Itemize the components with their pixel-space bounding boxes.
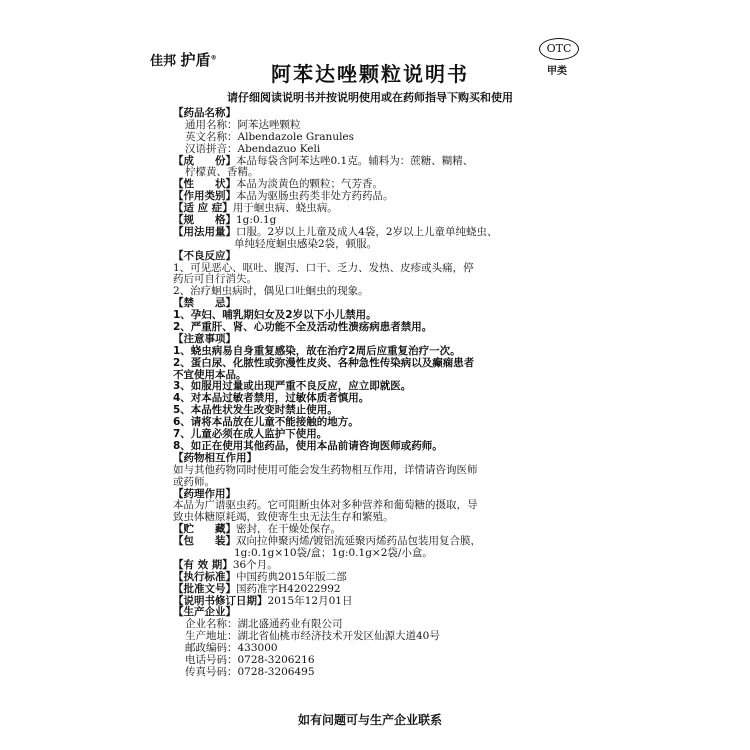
maker-postcode: 邮政编码：433000 <box>185 642 278 655</box>
caution-text-2b: 不宜使用本品。 <box>173 368 247 381</box>
brand-logo: 佳邦 护盾® <box>150 51 217 69</box>
approval-text: 国药准字H42022992 <box>236 582 341 595</box>
caution-text-5: 5、本品性状发生改变时禁止使用。 <box>173 404 338 417</box>
maker-name: 企业名称：湖北盛通药业有限公司 <box>185 618 343 631</box>
interaction-text-1: 如与其他药物同时使用可能会发生药物相互作用，详情请咨询医师 <box>173 463 478 476</box>
section-head-category: 【作用类别】 <box>173 190 236 203</box>
name-common: 通用名称：阿苯达唑颗粒 <box>185 118 301 131</box>
brand-name-2: 护盾 <box>180 51 211 69</box>
section-head-contra: 【禁 忌】 <box>173 297 236 310</box>
document-title: 阿苯达唑颗粒说明书 <box>271 62 469 86</box>
section-head-interaction: 【药物相互作用】 <box>173 451 257 464</box>
brand-name-1: 佳邦 <box>150 54 177 69</box>
section-head-character: 【性 状】 <box>173 178 236 191</box>
otc-badge: OTC <box>539 38 579 60</box>
adverse-text-2: 药后可自行消失。 <box>173 273 257 286</box>
section-head-pharmacology: 【药理作用】 <box>173 487 236 500</box>
otc-class-label: 甲类 <box>547 66 567 77</box>
usage-text-1: 口服。2岁以上儿童及成人4袋，2岁以上儿童单纯蛲虫、 <box>236 225 498 238</box>
interaction-text-2: 或药师。 <box>173 475 215 488</box>
contra-text-1: 1、孕妇、哺乳期妇女及2岁以下小儿禁用。 <box>173 309 377 322</box>
usage-row <box>173 227 585 239</box>
section-head-adverse: 【不良反应】 <box>173 249 236 262</box>
caution-text-8: 8、如正在使用其他药品，使用本品前请咨询医师或药师。 <box>173 439 443 452</box>
document-subtitle: 请仔细阅读说明书并按说明使用或在药师指导下购买和使用 <box>227 91 513 104</box>
caution-text-7: 7、儿童必须在成人监护下使用。 <box>173 428 328 441</box>
section-head-standard: 【执行标准】 <box>173 570 236 583</box>
section-head-revision: 【说明书修订日期】 <box>173 594 268 607</box>
adverse-text-1: 1、可见恶心、呕吐、腹泻、口干、乏力、发热、皮疹或头痛，停 <box>173 261 474 274</box>
caution-text-6: 6、请将本品放在儿童不能接触的地方。 <box>173 416 359 429</box>
ingredients-text-1: 本品每袋含阿苯达唑0.1克。辅料为：蔗糖、糊精、 <box>236 154 474 167</box>
section-head-spec: 【规 格】 <box>173 214 236 227</box>
maker-fax: 传真号码：0728-3206495 <box>185 665 315 678</box>
name-english: 英文名称：Albendazole Granules <box>185 130 355 143</box>
package-text-1: 双向拉伸聚丙烯/镀铝流延聚丙烯药品包装用复合膜， <box>236 535 482 548</box>
footer-contact-note: 如有问题可与生产企业联系 <box>297 713 442 727</box>
contra-text-2: 2、严重肝、肾、心功能不全及活动性溃疡病患者禁用。 <box>173 321 433 334</box>
section-head-usage: 【用法用量】 <box>173 225 236 238</box>
section-head-validity: 【有 效 期】 <box>173 558 233 571</box>
storage-text: 密封，在干燥处保存。 <box>236 523 341 536</box>
leaflet-body <box>173 108 585 679</box>
pharmacology-text-1: 本品为广谱驱虫药。它可阻断虫体对多种营养和葡萄糖的摄取，导 <box>173 499 478 512</box>
pharmacology-text-2: 致虫体糖原耗竭，致使寄生虫无法生存和繁殖。 <box>173 511 394 524</box>
caution-text-2: 2、蛋白尿、化脓性或弥漫性皮炎、各种急性传染病以及癫痫患者 <box>173 356 475 369</box>
section-head-storage: 【贮 藏】 <box>173 523 236 536</box>
caution-text-3: 3、如服用过量或出现严重不良反应，应立即就医。 <box>173 380 412 393</box>
revision-text: 2015年12月01日 <box>267 594 353 607</box>
character-text: 本品为淡黄色的颗粒；气芳香。 <box>236 178 383 191</box>
validity-text: 36个月。 <box>232 558 278 571</box>
indication-text: 用于蛔虫病、蛲虫病。 <box>232 202 338 215</box>
section-head-ingredients: 【成 份】 <box>173 154 236 167</box>
section-head-approval: 【批准文号】 <box>173 582 236 595</box>
category-text: 本品为驱肠虫药类非处方药药品。 <box>236 190 394 203</box>
section-head-package: 【包 装】 <box>173 535 236 548</box>
caution-text-4: 4、对本品过敏者禁用，过敏体质者慎用。 <box>173 392 370 405</box>
standard-text: 中国药典2015年版二部 <box>236 570 347 583</box>
section-head-name: 【药品名称】 <box>173 107 236 119</box>
maker-phone: 电话号码：0728-3206216 <box>185 653 315 666</box>
caution-text-1: 1、蛲虫病易自身重复感染，故在治疗2周后应重复治疗一次。 <box>173 344 461 357</box>
package-text-2: 1g:0.1g×10袋/盒；1g:0.1g×2袋/小盒。 <box>234 546 433 559</box>
ingredients-text-2: 柠檬黄、香精。 <box>185 166 259 179</box>
usage-text-2: 单纯轻度蛔虫感染2袋，顿服。 <box>234 237 378 250</box>
spec-text: 1g:0.1g <box>236 214 277 227</box>
maker-address: 生产地址：湖北省仙桃市经济技术开发区仙源大道40号 <box>185 630 440 643</box>
adverse-text-3: 2、治疗蛔虫病时，偶见口吐蛔虫的现象。 <box>173 285 369 298</box>
section-head-indication: 【适 应 症】 <box>173 202 233 215</box>
section-head-maker: 【生产企业】 <box>173 606 236 619</box>
name-pinyin: 汉语拼音：Abendazuo Keli <box>185 142 321 155</box>
section-head-caution: 【注意事项】 <box>173 332 236 345</box>
leaflet-document <box>150 28 590 728</box>
